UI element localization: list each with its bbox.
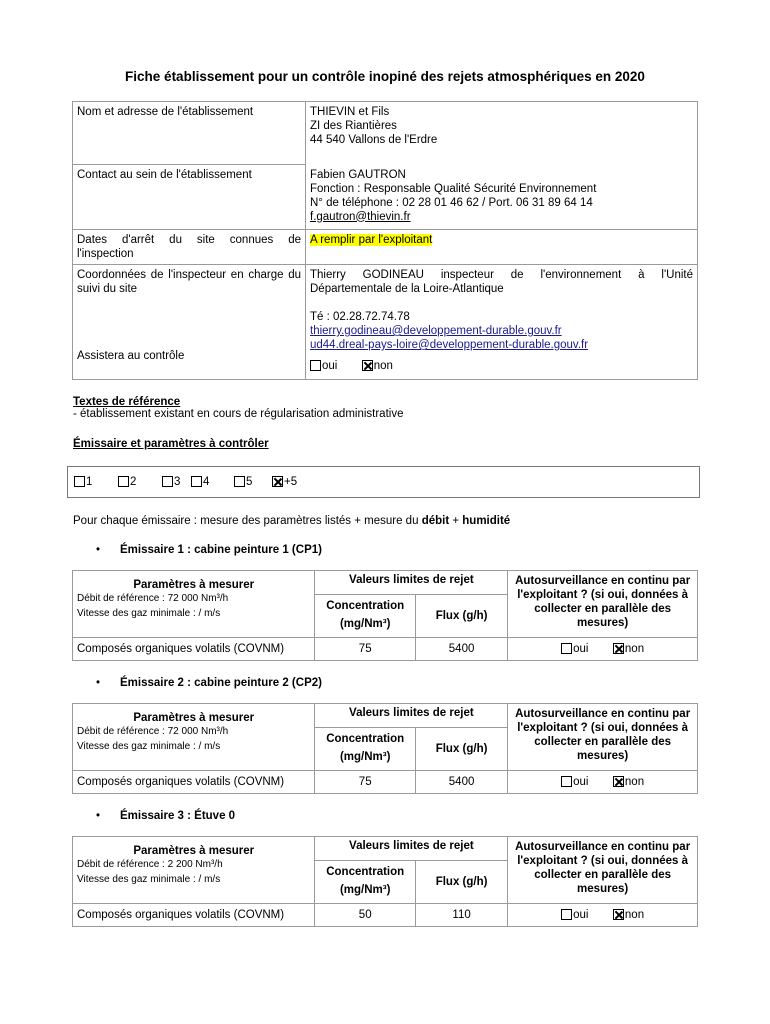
emissaire-1-table (72, 570, 698, 661)
auto-non-checkbox[interactable] (613, 643, 624, 654)
debit-reference: Débit de référence : 72 000 Nm³/h (77, 593, 229, 604)
inspector-details (306, 265, 698, 380)
ud44-email-link[interactable]: ud44.dreal-pays-loire@developpement-durable.gouv.fr (310, 339, 589, 351)
emissaires-heading-wrap (73, 438, 269, 450)
vlr-header: Valeurs limites de rejet (315, 704, 508, 728)
param-name: Composés organiques volatils (COVNM) (73, 638, 315, 661)
emissaire-option-1[interactable]: 1 (74, 476, 92, 488)
auto-oui-checkbox[interactable] (561, 643, 572, 654)
conc-value: 50 (315, 904, 415, 927)
inspector-email-link[interactable]: thierry.godineau@developpement-durable.gouv.fr (310, 325, 562, 337)
emissaire-count-box (67, 466, 700, 498)
checkbox-icon[interactable] (234, 476, 245, 487)
checkbox-icon[interactable] (191, 476, 202, 487)
vitesse-gaz: Vitesse des gaz minimale : / m/s (77, 741, 221, 752)
emissaire-option-2[interactable]: 2 (118, 476, 136, 488)
checkbox-icon[interactable] (118, 476, 129, 487)
conc-header: Concentration (mg/Nm³) (315, 861, 415, 904)
address-line: ZI des Riantières (310, 120, 397, 132)
inspector-label: Coordonnées de l'inspecteur en charge du suivi du site (77, 269, 301, 295)
vlr-header: Valeurs limites de rejet (315, 837, 508, 861)
contact-function: Fonction : Responsable Qualité Sécurité Environnement (310, 182, 597, 195)
checkbox-icon[interactable] (162, 476, 173, 487)
dates-value: A remplir par l'exploitant (310, 234, 433, 246)
conc-value: 75 (315, 638, 415, 661)
inspector-value: Thierry GODINEAU inspecteur de l'environnement à l'Unité Départementale de la Loire-Atlantique (310, 269, 693, 295)
establishment-info-table (72, 101, 698, 380)
params-header: Paramètres à mesurer Débit de référence : 2 200 Nm³/h Vitesse des gaz minimale : / m/s (73, 837, 315, 904)
references-section (73, 396, 403, 420)
params-header: Paramètres à mesurer Débit de référence : 72 000 Nm³/h Vitesse des gaz minimale : / m/s (73, 571, 315, 638)
debit-reference: Débit de référence : 72 000 Nm³/h (77, 726, 229, 737)
references-text: - établissement existant en cours de régularisation administrative (73, 408, 404, 420)
contact-label: Contact au sein de l'établissement (73, 165, 306, 230)
assist-choice (310, 359, 693, 373)
auto-non-checkbox[interactable] (613, 909, 624, 920)
assist-non-label: non (373, 360, 393, 372)
auto-choice: oui non (508, 771, 698, 794)
flux-header: Flux (g/h) (415, 861, 507, 904)
flux-value: 110 (415, 904, 507, 927)
flux-value: 5400 (415, 771, 507, 794)
document-page: Fiche établissement pour un contrôle inopiné des rejets atmosphériques en 2020 Nom et adresse de l'établissement THIEVIN et Fils ZI des Riantières 44 540 Vallons de l'Erdre Contact au sein de l'établissement Fabien GAUTRON Fonction : Responsable Qualité Sécurité Environnement N° de téléphone : 02 28 01 46 62 / Port. 06 31 89 64 14 f.gautron@thievin.fr Dates d'arrêt du site connues de l'inspection A remplir par l'exploitant Coordonnées de l'inspecteur en charge du suivi du site Assistera au contrôle Thierry GODINEAU inspecteur de l'environnement à l'Unité Départementale de la Loire-Atlantique Té : 02.28.72.74.78 thierry.godineau@developpement-durable.gouv.fr ud44.dreal-pays-loire@developpement-durable.gouv.fr oui non Textes de référence - établissement existant en cours de régularisation administrative Émissaire et paramètres à contrôler 1 2 3 4 5 +5 Pour chaque émissaire : mesure des paramètres listés + mesure du débit + humidité • Émissaire 1 : cabine peinture 1 (CP1) Paramètres à mesurer Débit de référence : 72 000 Nm³/h Vitesse des gaz minimale : / m/s Valeurs limites de rejet Autosurveillance en continu par l'exploitant ? (si oui, données à collecter en parallèle des mesures) Concentration (mg/Nm³) Flux (g/h) Composés organiques volatils (COVNM) 75 5400 oui non • Émissaire 2 : cabine peinture 2 (CP2) Paramètres à mesurer Débit de référence : 72 000 Nm³/h Vitesse des gaz minimale : / m/s Valeurs limites de rejet Autosurveillance en continu par l'exploitant ? (si oui, données à collecter en parallèle des mesures) Concentration (mg/Nm³) Flux (g/h) Composés organiques volatils (COVNM) 75 5400 oui non • Émissaire 3 : Étuve 0 Paramètres à mesurer Débit de référence : 2 200 Nm³/h Vitesse des gaz minimale : / m/s Valeurs limites de rejet Autosurveillance en continu par l'exploitant ? (si oui, données à collecter en parallèle des mesures) Concentration (mg/Nm³) Flux (g/h) Composés organiques volatils (COVNM) 50 110 oui non (0, 0, 770, 1024)
assist-label: Assistera au contrôle (77, 350, 185, 362)
contact-details (306, 165, 698, 230)
emissaire-option-more[interactable]: +5 (272, 476, 297, 488)
contact-name: Fabien GAUTRON (310, 168, 406, 181)
auto-choice: oui non (508, 638, 698, 661)
vitesse-gaz: Vitesse des gaz minimale : / m/s (77, 874, 221, 885)
dates-label: Dates d'arrêt du site connues de l'inspection (73, 230, 306, 265)
flux-header: Flux (g/h) (415, 595, 507, 638)
vitesse-gaz: Vitesse des gaz minimale : / m/s (77, 608, 221, 619)
checkbox-icon[interactable] (74, 476, 85, 487)
auto-oui-checkbox[interactable] (561, 776, 572, 787)
param-name: Composés organiques volatils (COVNM) (73, 904, 315, 927)
auto-non-checkbox[interactable] (613, 776, 624, 787)
assist-non-checkbox[interactable] (362, 360, 373, 371)
emissaire-2-table (72, 703, 698, 794)
assist-oui-label: oui (322, 360, 338, 372)
auto-header: Autosurveillance en continu par l'exploitant ? (si oui, données à collecter en parallèle des mesures) (508, 704, 698, 771)
contact-email-link[interactable]: f.gautron@thievin.fr (310, 210, 411, 223)
name-label: Nom et adresse de l'établissement (73, 102, 306, 165)
inspector-label-cell (73, 265, 306, 380)
dates-cell (306, 230, 698, 265)
page-title: Fiche établissement pour un contrôle inopiné des rejets atmosphériques en 2020 (125, 69, 645, 84)
debit-reference: Débit de référence : 2 200 Nm³/h (77, 859, 223, 870)
conc-value: 75 (315, 771, 415, 794)
auto-oui-checkbox[interactable] (561, 909, 572, 920)
params-header: Paramètres à mesurer Débit de référence : 72 000 Nm³/h Vitesse des gaz minimale : / m/s (73, 704, 315, 771)
auto-header: Autosurveillance en continu par l'exploitant ? (si oui, données à collecter en parallèle des mesures) (508, 837, 698, 904)
emissaire-option-5[interactable]: 5 (234, 476, 252, 488)
name-address (306, 102, 698, 165)
assist-oui-checkbox[interactable] (310, 360, 321, 371)
vlr-header: Valeurs limites de rejet (315, 571, 508, 595)
city-line: 44 540 Vallons de l'Erdre (310, 134, 438, 146)
conc-header: Concentration (mg/Nm³) (315, 728, 415, 771)
emissaire-option-4[interactable]: 4 (191, 476, 209, 488)
emissaire-3-table (72, 836, 698, 927)
intro-text: Pour chaque émissaire : mesure des paramètres listés + mesure du débit + humidité (73, 515, 511, 527)
references-heading: Textes de référence (73, 396, 181, 408)
emissaire-option-3[interactable]: 3 (162, 476, 180, 488)
name-line: THIEVIN et Fils (310, 106, 390, 118)
checked-checkbox-icon[interactable] (272, 476, 283, 487)
param-name: Composés organiques volatils (COVNM) (73, 771, 315, 794)
auto-choice: oui non (508, 904, 698, 927)
flux-header: Flux (g/h) (415, 728, 507, 771)
inspector-phone: Té : 02.28.72.74.78 (310, 311, 410, 323)
emissaires-heading: Émissaire et paramètres à contrôler (73, 438, 269, 450)
auto-header: Autosurveillance en continu par l'exploitant ? (si oui, données à collecter en parallèle des mesures) (508, 571, 698, 638)
contact-phone: N° de téléphone : 02 28 01 46 62 / Port. 06 31 89 64 14 (310, 196, 593, 209)
conc-header: Concentration (mg/Nm³) (315, 595, 415, 638)
flux-value: 5400 (415, 638, 507, 661)
